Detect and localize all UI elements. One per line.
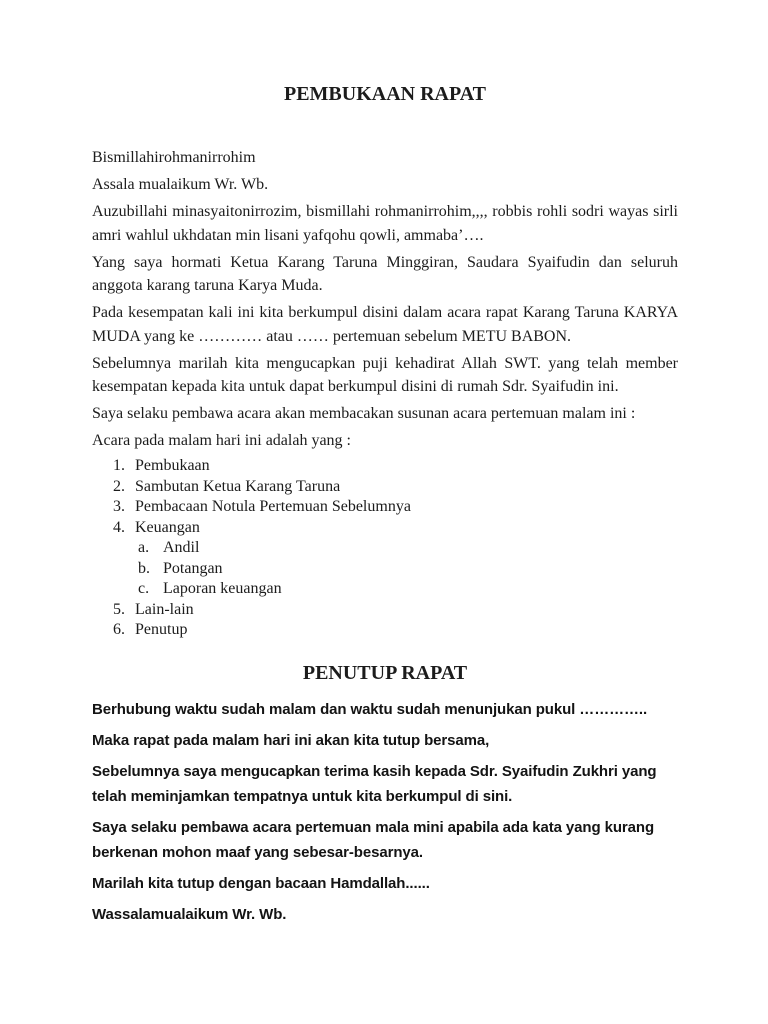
agenda-item-marker: 1.	[113, 457, 125, 474]
closing-section	[92, 697, 678, 927]
agenda-item-text: Sambutan Ketua Karang Taruna	[135, 477, 341, 495]
paragraph-hamdallah: Marilah kita tutup dengan bacaan Hamdallah......	[92, 874, 430, 892]
agenda-item-text: Potangan	[163, 559, 223, 577]
agenda-item-text: Keuangan	[135, 518, 200, 536]
opening-title: PEMBUKAAN RAPAT	[283, 83, 487, 105]
opening-section	[92, 146, 678, 641]
agenda-item-2	[92, 477, 678, 498]
agenda-item-text: Pembukaan	[135, 457, 210, 474]
agenda-item-marker: 6.	[113, 621, 125, 638]
agenda-subitem-b	[92, 559, 678, 580]
agenda-item-6	[92, 620, 678, 641]
paragraph-agenda-intro: Acara pada malam hari ini adalah yang :	[92, 432, 351, 449]
agenda-item-marker: c.	[138, 580, 150, 597]
agenda-subitem-c	[92, 579, 678, 600]
agenda-item-marker: 2.	[113, 477, 125, 495]
agenda-item-text: Pembacaan Notula Pertemuan Sebelumnya	[135, 498, 411, 515]
paragraph-greeting: Assala mualaikum Wr. Wb.	[92, 176, 269, 193]
agenda-item-3	[92, 497, 678, 518]
paragraph-close-together: Maka rapat pada malam hari ini akan kita tutup bersama,	[92, 731, 490, 749]
agenda-subitem-a	[92, 538, 678, 559]
paragraph-apology: Saya selaku pembawa acara pertemuan mala mini apabila ada kata yang kurang berkenan mohon maaf yang sebesar-besarnya.	[92, 818, 655, 861]
agenda-item-4	[92, 518, 678, 539]
agenda-item-1	[92, 456, 678, 477]
agenda-item-marker: 4.	[113, 518, 125, 536]
agenda-item-5	[92, 600, 678, 621]
paragraph-occasion: Pada kesempatan kali ini kita berkumpul disini dalam acara rapat Karang Taruna KARYA MUDA yang ke ………… atau …… pertemuan sebelum METU BABON.	[92, 304, 678, 345]
agenda-item-text: Andil	[163, 539, 200, 556]
paragraph-thanks: Sebelumnya marilah kita mengucapkan puji kehadirat Allah SWT. yang telah member kesempatan kepada kita untuk dapat berkumpul disini di rumah Sdr. Syaifudin ini.	[92, 354, 678, 395]
agenda-item-marker: a.	[138, 539, 150, 556]
paragraph-mc-intro: Saya selaku pembawa acara akan membacakan susunan acara pertemuan malam ini :	[92, 405, 636, 422]
closing-title: PENUTUP RAPAT	[302, 661, 468, 684]
paragraph-salam: Wassalamualaikum Wr. Wb.	[92, 905, 287, 923]
agenda-item-text: Penutup	[135, 621, 188, 638]
agenda-list	[92, 456, 678, 641]
agenda-item-marker: b.	[138, 559, 150, 577]
paragraph-thanks-host: Sebelumnya saya mengucapkan terima kasih kepada Sdr. Syaifudin Zukhri yang telah meminjamkan tempatnya untuk kita berkumpul di sini.	[92, 762, 657, 805]
agenda-item-text: Lain-lain	[135, 600, 194, 618]
paragraph-bismillah: Bismillahirohmanirrohim	[92, 149, 256, 166]
agenda-item-marker: 3.	[113, 498, 125, 515]
paragraph-time: Berhubung waktu sudah malam dan waktu sudah menunjukan pukul …………..	[92, 700, 648, 718]
paragraph-prayer: Auzubillahi minasyaitonirrozim, bismillahi rohmanirrohim,,,, robbis rohli sodri wayas sirli amri wahlul ukhdatan min lisani yafqohu qowli, ammaba’….	[92, 203, 678, 244]
agenda-item-text: Laporan keuangan	[163, 580, 282, 597]
agenda-item-marker: 5.	[113, 600, 125, 618]
paragraph-honorees: Yang saya hormati Ketua Karang Taruna Minggiran, Saudara Syaifudin dan seluruh anggota karang taruna Karya Muda.	[92, 253, 678, 294]
